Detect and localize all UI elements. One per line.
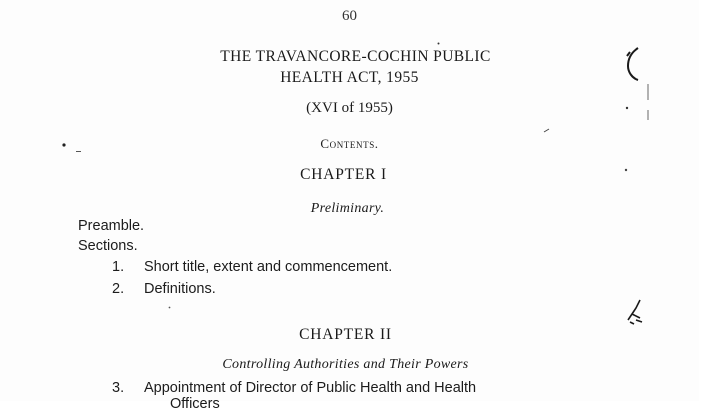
act-title-line-2: HEALTH ACT, 1955 [280, 69, 419, 86]
scan-mark-bracket [624, 44, 654, 124]
scan-speck-dot [62, 143, 66, 147]
scan-speck-mid [168, 306, 171, 309]
cutoff-text-fragment [170, 396, 220, 412]
page-number: 60 [342, 8, 357, 24]
section-1-text: Short title, extent and commencement. [144, 259, 393, 275]
scan-speck-title [437, 42, 440, 45]
chapter-1-heading: CHAPTER I [300, 166, 387, 183]
scan-mark-squiggle [626, 298, 652, 328]
scan-speck-tick [544, 128, 550, 133]
chapter-1-subtitle: Preliminary. [310, 201, 385, 216]
section-2-number: 2. [112, 281, 125, 297]
cutoff-text: Officers [170, 396, 220, 412]
scan-speck-dash [76, 150, 82, 153]
chapter-2-heading: CHAPTER II [299, 326, 392, 343]
section-2-text: Definitions. [144, 281, 216, 297]
section-3-text: Appointment of Director of Public Health and Health [144, 380, 477, 396]
section-3-number: 3. [112, 380, 125, 396]
section-1-number: 1. [112, 259, 125, 275]
contents-heading: Contents. [320, 136, 379, 151]
sections-label: Sections. [78, 238, 138, 254]
scan-speck-right [624, 168, 628, 172]
preamble-label: Preamble. [78, 218, 145, 234]
act-title-line-1: THE TRAVANCORE-COCHIN PUBLIC [220, 48, 491, 65]
chapter-2-subtitle: Controlling Authorities and Their Powers [222, 357, 469, 372]
act-number: (XVI of 1955) [306, 100, 393, 116]
